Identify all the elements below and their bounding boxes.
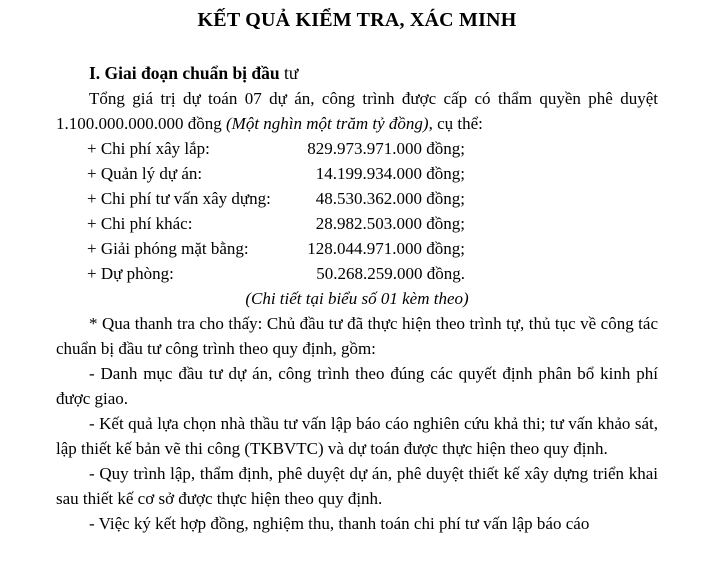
paragraph-contractor-selection: - Kết quả lựa chọn nhà thầu tư vấn lập báo cáo nghiên cứu khả thi; tư vấn khảo sát, lập thiết kế bản vẽ thi công (TKBVTC) và dự toán được thực hiện theo quy định.: [56, 414, 658, 458]
intro-text-before: Tổng giá trị dự toán 07 dự án, công trình được cấp có thẩm quyền phê duyệt 1.100.000.000.000 đồng: [56, 89, 658, 133]
cost-value: 50.268.259.000 đồng.: [316, 264, 465, 283]
cost-value: 14.199.934.000 đồng;: [315, 164, 465, 183]
cost-label: + Chi phí tư vấn xây dựng:: [87, 189, 271, 208]
cost-row-project-management: [56, 161, 465, 186]
cost-breakdown-list: [56, 136, 465, 286]
document-content: [56, 0, 658, 536]
cost-label: + Dự phòng:: [87, 264, 174, 283]
cost-row-construction: [56, 136, 465, 161]
cost-row-site-clearance: [56, 236, 465, 261]
cost-label: + Quản lý dự án:: [87, 164, 203, 183]
paragraph-contract-signing: - Việc ký kết hợp đồng, nghiệm thu, thanh toán chi phí tư vấn lập báo cáo: [89, 514, 590, 533]
cost-label: + Giải phóng mặt bằng:: [87, 239, 249, 258]
paragraph-appraisal-process: - Quy trình lập, thẩm định, phê duyệt dự án, phê duyệt thiết kế xây dựng triển khai sau thiết kế cơ sở được thực hiện theo quy định.: [56, 464, 658, 508]
document-title: KẾT QUẢ KIỂM TRA, XÁC MINH: [197, 9, 517, 31]
cost-value: 128.044.971.000 đồng;: [307, 239, 465, 258]
cost-value: 28.982.503.000 đồng;: [315, 214, 465, 233]
intro-text-after: , cụ thể:: [428, 114, 483, 133]
cost-label: + Chi phí xây lắp:: [87, 139, 210, 158]
cost-row-consulting: [56, 186, 465, 211]
cost-label: + Chi phí khác:: [87, 214, 193, 233]
cost-value: 829.973.971.000 đồng;: [307, 139, 465, 158]
cost-row-contingency: [56, 261, 465, 286]
section-heading-regular: tư: [284, 63, 299, 83]
section-heading-bold: I. Giai đoạn chuẩn bị đầu: [89, 63, 285, 83]
cost-value: 48.530.362.000 đồng;: [315, 189, 465, 208]
cost-row-other: [56, 211, 465, 236]
intro-paragraph: [56, 86, 658, 136]
paragraph-investment-list: - Danh mục đầu tư dự án, công trình theo đúng các quyết định phân bổ kinh phí được giao.: [56, 364, 658, 408]
paragraph-inspection-findings: * Qua thanh tra cho thấy: Chủ đầu tư đã thực hiện theo trình tự, thủ tục về công tác chuẩn bị đầu tư công trình theo quy định, gồm:: [56, 314, 658, 358]
intro-italic-note: (Một nghìn một trăm tỷ đồng): [226, 114, 429, 133]
section-heading: [56, 61, 658, 86]
detail-note: (Chi tiết tại biểu số 01 kèm theo): [245, 289, 469, 308]
